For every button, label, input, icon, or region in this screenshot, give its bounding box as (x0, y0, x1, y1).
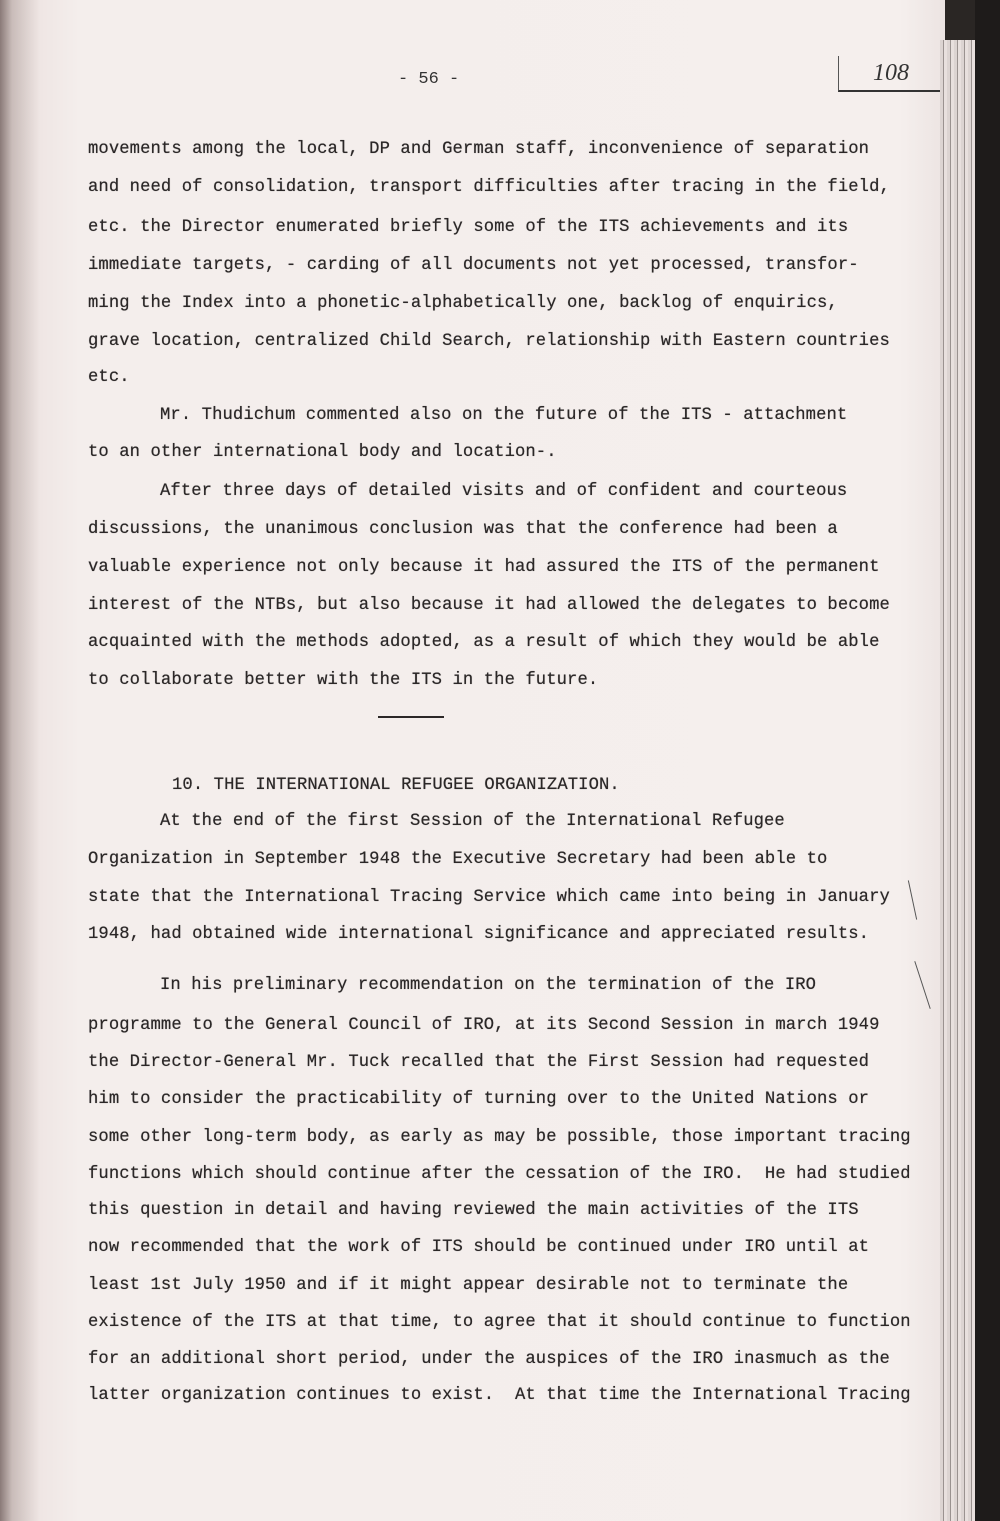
margin-pencil-mark (908, 880, 917, 919)
text-line: some other long-term body, as early as may be possible, those important tracing (88, 1128, 911, 1147)
page-number: - 56 - (398, 70, 460, 89)
text-line: After three days of detailed visits and of confident and courteous (160, 482, 848, 501)
text-line: this question in detail and having reviewed the main activities of the ITS (88, 1201, 859, 1220)
section-divider (378, 716, 444, 718)
text-line: for an additional short period, under the auspices of the IRO inasmuch as the (88, 1350, 890, 1369)
background-edge (975, 0, 1000, 1521)
text-line: immediate targets, - carding of all documents not yet processed, transfor- (88, 256, 859, 275)
text-line: In his preliminary recommendation on the termination of the IRO (160, 976, 817, 995)
text-line: grave location, centralized Child Search, relationship with Eastern countries (88, 332, 890, 351)
margin-pencil-mark (914, 961, 930, 1009)
text-line: At the end of the first Session of the International Refugee (160, 812, 785, 831)
archive-stamp: 108 (838, 56, 944, 92)
text-line: the Director-General Mr. Tuck recalled that the First Session had requested (88, 1053, 870, 1072)
text-line: Organization in September 1948 the Executive Secretary had been able to (88, 850, 828, 869)
text-line: latter organization continues to exist. At that time the International Tracing (88, 1386, 911, 1405)
text-line: Mr. Thudichum commented also on the future of the ITS - attachment (160, 406, 848, 425)
text-line: 1948, had obtained wide international significance and appreciated results. (88, 925, 870, 944)
text-line: interest of the NTBs, but also because it had allowed the delegates to become (88, 596, 890, 615)
text-line: programme to the General Council of IRO, at its Second Session in march 1949 (88, 1016, 880, 1035)
text-line: now recommended that the work of ITS should be continued under IRO until at (88, 1238, 870, 1257)
text-line: acquainted with the methods adopted, as a result of which they would be able (88, 633, 880, 652)
text-line: state that the International Tracing Service which came into being in January (88, 888, 890, 907)
text-line: least 1st July 1950 and if it might appear desirable not to terminate the (88, 1276, 849, 1295)
text-line: etc. (88, 368, 130, 387)
text-line: ming the Index into a phonetic-alphabetically one, backlog of enquirics, (88, 294, 838, 313)
text-line: to an other international body and location-. (88, 443, 557, 462)
text-line: valuable experience not only because it had assured the ITS of the permanent (88, 558, 880, 577)
text-line: him to consider the practicability of turning over to the United Nations or (88, 1090, 870, 1109)
page-stack-edges (940, 40, 980, 1521)
section-heading: 10. THE INTERNATIONAL REFUGEE ORGANIZATION. (172, 776, 620, 795)
text-line: movements among the local, DP and German staff, inconvenience of separation (88, 140, 870, 159)
text-line: discussions, the unanimous conclusion was that the conference had been a (88, 520, 838, 539)
text-line: functions which should continue after the cessation of the IRO. He had studied (88, 1165, 911, 1184)
text-line: existence of the ITS at that time, to agree that it should continue to function (88, 1313, 911, 1332)
text-line: to collaborate better with the ITS in the future. (88, 671, 599, 690)
text-line: and need of consolidation, transport difficulties after tracing in the field, (88, 178, 890, 197)
text-line: etc. the Director enumerated briefly some of the ITS achievements and its (88, 218, 849, 237)
